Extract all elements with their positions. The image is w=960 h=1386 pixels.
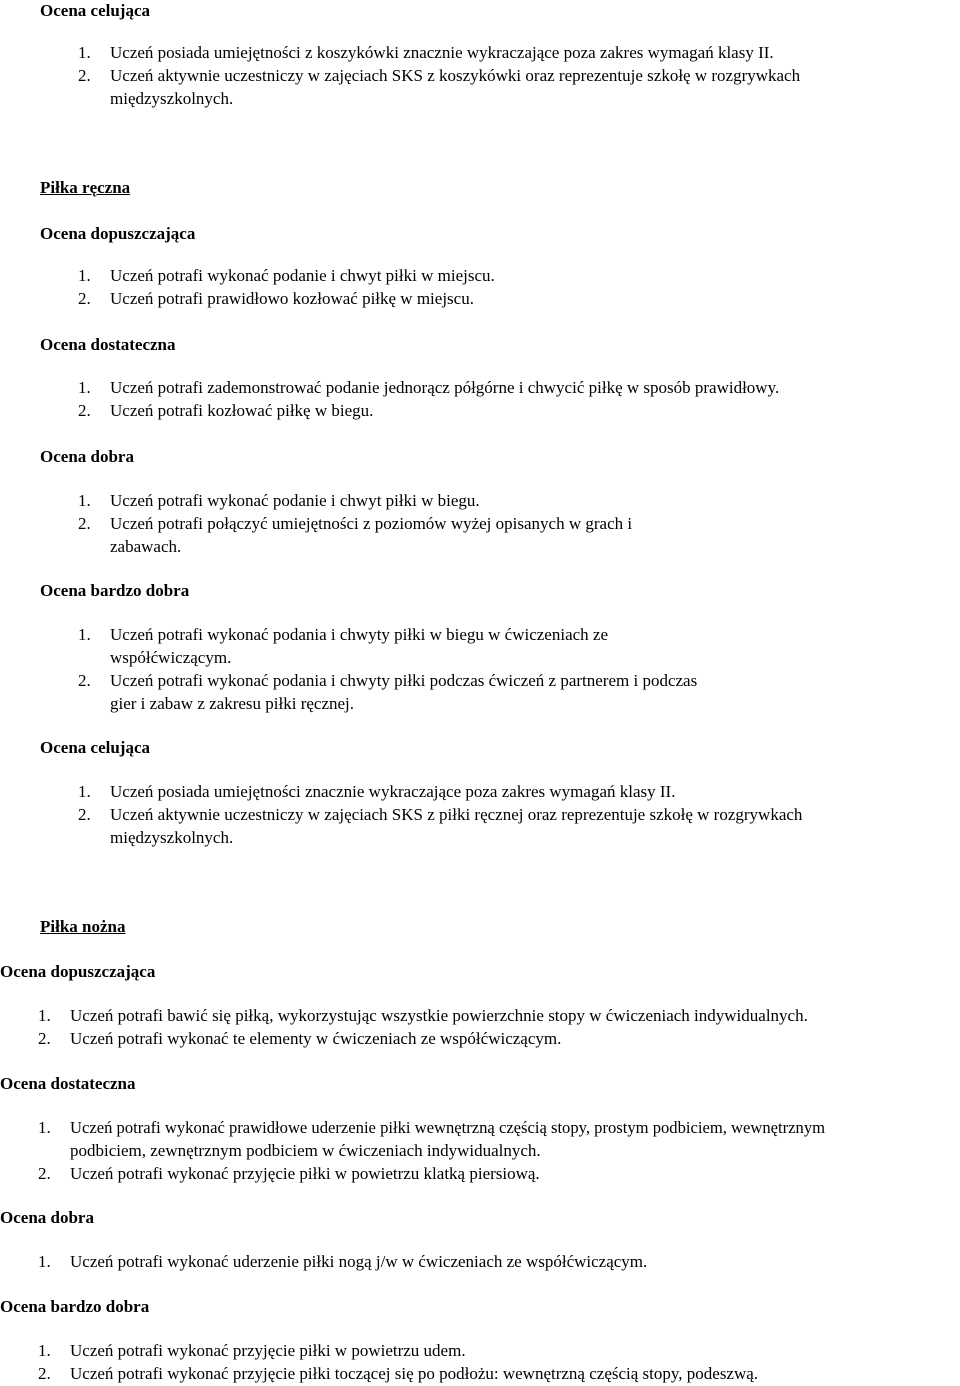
item-text: Uczeń potrafi wykonać przyjęcie piłki w powietrzu klatką piersiową. [70, 1164, 540, 1183]
item-text: Uczeń posiada umiejętności z koszykówki znacznie wykraczające poza zakres wymagań klasy II. [110, 43, 774, 62]
item-number: 2. [38, 1364, 51, 1383]
item-number: 2. [78, 289, 91, 308]
item-text: międzyszkolnych. [110, 89, 234, 108]
item-number: 1. [38, 1006, 51, 1025]
item-number: 2. [78, 805, 91, 824]
item-number: 1. [78, 625, 91, 644]
item-number: 2. [78, 514, 91, 533]
item-text: Uczeń potrafi połączyć umiejętności z poziomów wyżej opisanych w grach i [110, 514, 633, 533]
grade-heading: Ocena dobra [40, 447, 134, 466]
item-text: Uczeń posiada umiejętności znacznie wykraczające poza zakres wymagań klasy II. [110, 782, 676, 801]
item-number: 2. [78, 401, 91, 420]
grade-heading: Ocena dopuszczająca [40, 224, 196, 243]
item-text: zabawach. [110, 537, 182, 556]
item-number: 1. [78, 43, 91, 62]
grade-heading: Ocena dobra [0, 1208, 94, 1227]
item-text: Uczeń potrafi wykonać przyjęcie piłki w powietrzu udem. [70, 1341, 466, 1360]
item-number: 2. [38, 1164, 51, 1183]
grade-heading: Ocena bardzo dobra [40, 581, 190, 600]
item-text: Uczeń potrafi wykonać przyjęcie piłki toczącej się po podłożu: wewnętrzną częścią stopy, podeszwą. [70, 1364, 759, 1383]
item-number: 1. [78, 378, 91, 397]
grade-heading: Ocena dopuszczająca [0, 962, 156, 981]
item-text: Uczeń potrafi wykonać podania i chwyty piłki podczas ćwiczeń z partnerem i podczas [110, 671, 698, 690]
item-text: Uczeń aktywnie uczestniczy w zajęciach SKS z piłki ręcznej oraz reprezentuje szkołę w rozgrywkach [110, 805, 803, 824]
item-text: Uczeń potrafi wykonać te elementy w ćwiczeniach ze współćwiczącym. [70, 1029, 562, 1048]
grade-heading: Ocena bardzo dobra [0, 1297, 150, 1316]
item-text: Uczeń potrafi bawić się piłką, wykorzystując wszystkie powierzchnie stopy w ćwiczeniach indywidualnych. [70, 1006, 808, 1025]
item-number: 1. [78, 491, 91, 510]
item-number: 1. [78, 782, 91, 801]
grade-heading: Ocena dostateczna [40, 335, 176, 354]
item-text: Uczeń potrafi wykonać podanie i chwyt piłki w miejscu. [110, 266, 495, 285]
item-text: Uczeń aktywnie uczestniczy w zajęciach SKS z koszykówki oraz reprezentuje szkołę w rozgrywkach [110, 66, 801, 85]
item-text: współćwiczącym. [110, 648, 232, 667]
item-text: międzyszkolnych. [110, 828, 234, 847]
item-text: Uczeń potrafi wykonać uderzenie piłki nogą j/w w ćwiczeniach ze współćwiczącym. [70, 1252, 648, 1271]
item-number: 2. [78, 66, 91, 85]
item-text: Uczeń potrafi kozłować piłkę w biegu. [110, 401, 374, 420]
item-number: 2. [78, 671, 91, 690]
item-number: 1. [78, 266, 91, 285]
grade-heading: Ocena celująca [40, 1, 150, 20]
grade-heading: Ocena dostateczna [0, 1074, 136, 1093]
item-number: 2. [38, 1029, 51, 1048]
item-number: 1. [38, 1252, 51, 1271]
item-text: gier i zabaw z zakresu piłki ręcznej. [110, 694, 355, 713]
item-text: Uczeń potrafi wykonać prawidłowe uderzenie piłki wewnętrzną częścią stopy, prostym podbiciem, wewnętrznym [70, 1118, 826, 1137]
item-text: Uczeń potrafi zademonstrować podanie jednorącz półgórne i chwycić piłkę w sposób prawidłowy. [110, 378, 780, 397]
section-title: Piłka nożna [40, 917, 126, 936]
item-number: 1. [38, 1341, 51, 1360]
item-text: Uczeń potrafi wykonać podania i chwyty piłki w biegu w ćwiczeniach ze [110, 625, 609, 644]
section-title: Piłka ręczna [40, 178, 131, 197]
item-text: Uczeń potrafi wykonać podanie i chwyt piłki w biegu. [110, 491, 480, 510]
item-text: Uczeń potrafi prawidłowo kozłować piłkę w miejscu. [110, 289, 474, 308]
item-text: podbiciem, zewnętrznym podbiciem w ćwiczeniach indywidualnych. [70, 1141, 541, 1160]
item-number: 1. [38, 1118, 51, 1137]
grade-heading: Ocena celująca [40, 738, 150, 757]
